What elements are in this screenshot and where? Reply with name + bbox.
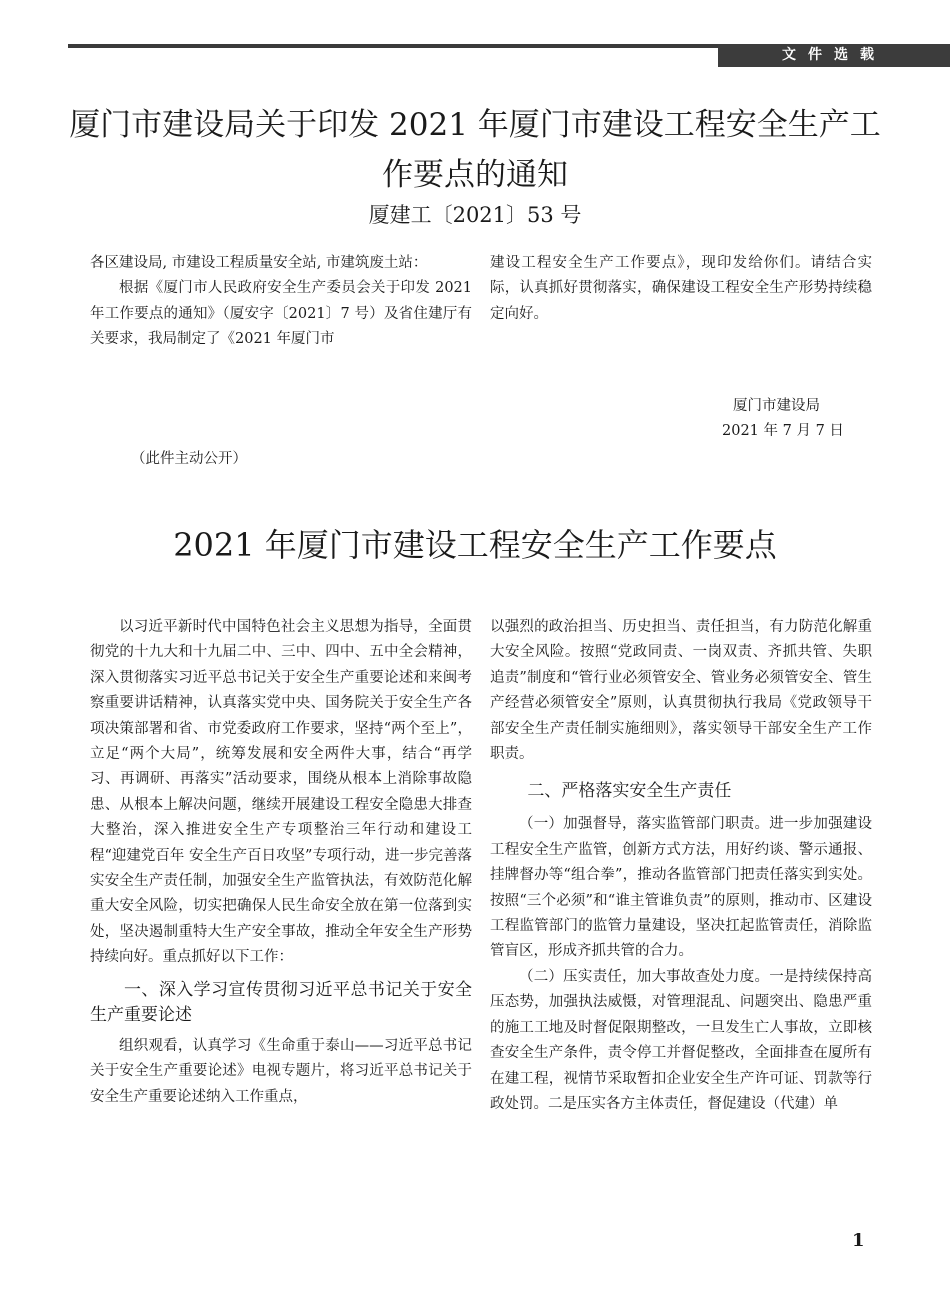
notice-left-column (90, 251, 472, 353)
item-2: （二）压实责任，加大事故查处力度。一是持续保持高压态势，加强执法威慑，对管理混乱、问题突出、隐患严重的施工工地及时督促限期整改，一旦发生亡人事故，立即核查安全生产条件，责令停工并督促整改，全面排查在厦所有在建工程，视情节采取暂扣企业安全生产许可证、罚款等行政处罚。二是压实各方主体责任，督促建设（代建）单 (490, 968, 872, 1112)
section1-body-left: 组织观看，认真学习《生命重于泰山——习近平总书记关于安全生产重要论述》电视专题片，将习近平总书记关于安全生产重要论述纳入工作重点， (90, 1037, 472, 1105)
notice-body-left: 根据《厦门市人民政府安全生产委员会关于印发 2021 年工作要点的通知》（厦安字〔2021〕7 号）及省住建厅有关要求，我局制定了《2021 年厦门市 (90, 280, 472, 348)
section-heading-1: 一、深入学习宣传贯彻习近平总书记关于安全生产重要论述 (90, 979, 472, 1025)
notice-body-right: 建设工程安全生产工作要点》，现印发给你们。请结合实际，认真抓好贯彻落实，确保建设工程安全生产形势持续稳定向好。 (490, 255, 872, 322)
notice-issuer: 厦门市建设局 (733, 398, 820, 414)
article-intro: 以习近平新时代中国特色社会主义思想为指导，全面贯彻党的十九大和十九届二中、三中、四中、五中全会精神，深入贯彻落实习近平总书记关于安全生产重要论述和来闽考察重要讲话精神，认真落实党中央、国务院关于安全生产各项决策部署和省、市党委政府工作要求，坚持“两个至上”，立足“两个大局”，统筹发展和安全两件大事，结合“再学习、再调研、再落实”活动要求，围绕从根本上消除事故隐患、从根本上解决问题，继续开展建设工程安全隐患大排查大整治，深入推进安全生产专项整治三年行动和建设工程“迎建党百年 安全生产百日攻坚”专项行动，进一步完善落实安全生产责任制，加强安全生产监管执法，有效防范化解重大安全风险，切实把确保人民生命安全放在第一位落到实处，坚决遏制重特大生产安全事故，推动全年安全生产形势持续向好。重点抓好以下工作： (90, 619, 472, 966)
notice-right-column (490, 251, 872, 327)
notice-date: 2021 年 7 月 7 日 (722, 423, 844, 439)
document-number: 厦建工〔2021〕53 号 (368, 203, 582, 227)
article-right-column (490, 615, 872, 1117)
publicity-note: （此件主动公开） (131, 451, 247, 467)
item-1: （一）加强督导，落实监管部门职责。进一步加强建设工程安全生产监管，创新方式方法，用好约谈、警示通报、挂牌督办等“组合拳”，推动各监管部门把责任落实到实处。按照“三个必须”和“谁主管谁负责”的原则，推动市、区建设工程监管部门的监管力量建设，坚决扛起监管责任，消除监管盲区，形成齐抓共管的合力。 (490, 816, 872, 960)
article-title: 2021 年厦门市建设工程安全生产工作要点 (173, 526, 777, 564)
section-heading-2: 二、严格落实安全生产责任 (527, 781, 732, 802)
notice-addressee: 各区建设局, 市建设工程质量安全站, 市建筑废土站： (90, 255, 428, 271)
notice-title: 厦门市建设局关于印发 2021 年厦门市建设工程安全生产工作要点的通知 (69, 107, 881, 193)
section-label: 文件选载 (718, 44, 950, 67)
page-number: 1 (852, 1230, 865, 1251)
section1-body-right: 以强烈的政治担当、历史担当、责任担当，有力防范化解重大安全风险。按照“党政同责、一岗双责、齐抓共管、失职追责”制度和“管行业必须管安全、管业务必须管安全、管生产经营必须管安全”原则，认真贯彻执行我局《党政领导干部安全生产责任制实施细则》，落实领导干部安全生产工作职责。 (490, 619, 872, 763)
article-left-column (90, 615, 472, 1110)
header-rule (68, 44, 718, 48)
